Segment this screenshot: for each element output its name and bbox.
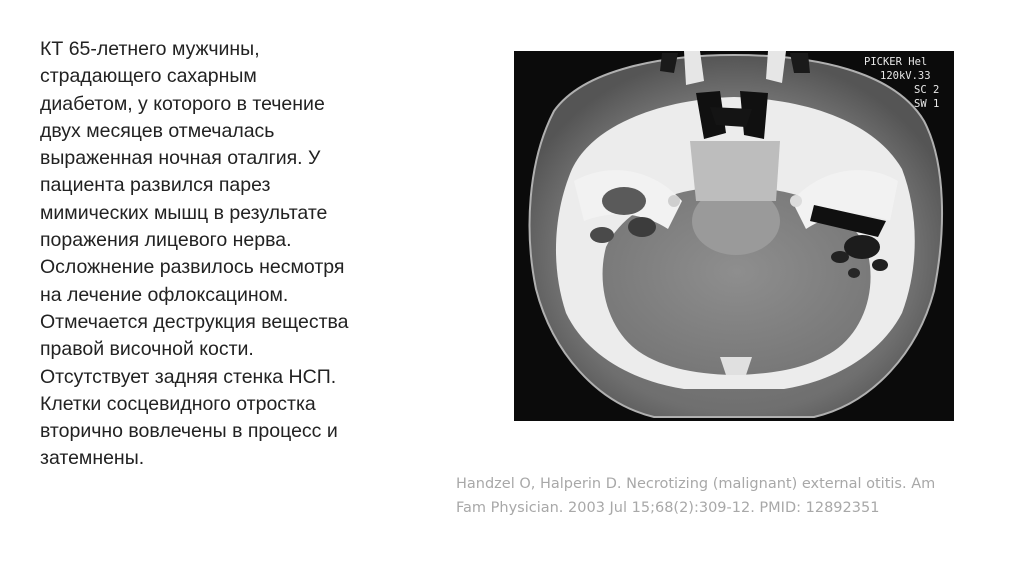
case-description <box>40 36 420 473</box>
scan-label: SC 2 <box>914 84 940 96</box>
scan-label: PICKER Hel <box>864 56 928 68</box>
case-description-line: выраженная ночная оталгия. У <box>40 147 321 170</box>
case-description-line: правой височной кости. <box>40 338 254 361</box>
citation <box>456 472 996 520</box>
case-description-line: диабетом, у которого в течение <box>40 92 325 115</box>
scan-label: SW 1 <box>914 98 940 110</box>
case-description-line: поражения лицевого нерва. <box>40 229 292 252</box>
case-description-line: Отсутствует задняя стенка НСП. <box>40 365 337 388</box>
case-description-line: затемнены. <box>40 447 145 470</box>
case-description-line: на лечение офлоксацином. <box>40 283 289 306</box>
case-description-line: Клетки сосцевидного отростка <box>40 392 316 415</box>
ct-scan-drawing <box>514 51 954 421</box>
citation-line: Handzel O, Halperin D. Necrotizing (malignant) external otitis. Am <box>456 476 936 492</box>
case-description-line: Осложнение развилось несмотря <box>40 256 345 279</box>
case-description-line: страдающего сахарным <box>40 65 257 88</box>
case-description-line: мимических мышц в результате <box>40 201 328 224</box>
ct-scan-image <box>514 51 954 421</box>
case-description-line: КТ 65-летнего мужчины, <box>40 38 260 60</box>
citation-line: Fam Physician. 2003 Jul 15;68(2):309-12. PMID: 12892351 <box>456 500 880 516</box>
case-description-line: двух месяцев отмечалась <box>40 119 275 142</box>
case-description-line: Отмечается деструкция вещества <box>40 310 349 333</box>
case-description-line: пациента развился парез <box>40 174 271 197</box>
scan-label: 120kV.33 <box>880 70 931 82</box>
case-description-line: вторично вовлечены в процесс и <box>40 420 338 443</box>
